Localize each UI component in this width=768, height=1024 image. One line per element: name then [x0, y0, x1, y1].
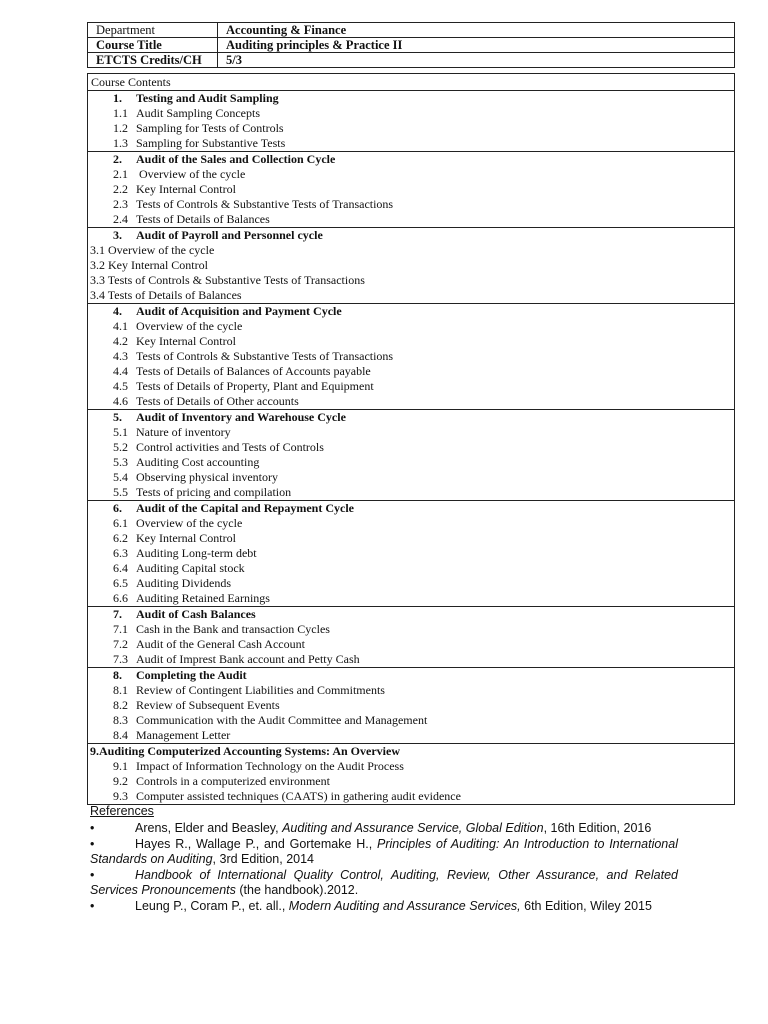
- section-item-number: 5.4: [113, 470, 128, 484]
- section-number: 3.: [113, 228, 122, 242]
- section-item: [88, 349, 734, 364]
- section-item: [88, 167, 734, 182]
- section-item-text: Key Internal Control: [136, 531, 236, 545]
- course-section: [88, 409, 734, 500]
- section-number: 1.: [113, 91, 122, 105]
- section-item-text: Nature of inventory: [136, 425, 231, 439]
- bullet-icon: •: [90, 837, 95, 851]
- section-item-number: 1.3: [113, 136, 128, 150]
- section-item-text: Controls in a computerized environment: [136, 774, 330, 788]
- section-item: [88, 334, 734, 349]
- section-item-number: 5.2: [113, 440, 128, 454]
- course-title-label: Course Title: [88, 38, 218, 53]
- section-item: [88, 774, 734, 789]
- section-item: [88, 440, 734, 455]
- course-info-table: [87, 22, 735, 68]
- reference-item: [90, 868, 678, 898]
- section-item-text: Audit of the General Cash Account: [136, 637, 305, 651]
- section-item-text: Overview of the cycle: [136, 167, 246, 181]
- section-number: 7.: [113, 607, 122, 621]
- section-item-number: 2.2: [113, 182, 128, 196]
- section-item-text: Auditing Retained Earnings: [136, 591, 270, 605]
- section-item: [88, 136, 734, 151]
- course-section: [88, 227, 734, 303]
- section-item: 3.1 Overview of the cycle: [90, 243, 215, 257]
- section-item-text: Auditing Cost accounting: [136, 455, 260, 469]
- section-item: [88, 546, 734, 561]
- section-item-text: Tests of pricing and compilation: [136, 485, 292, 499]
- reference-edition: (the handbook).2012.: [235, 883, 359, 897]
- section-item-text: Auditing Long-term debt: [136, 546, 257, 560]
- section-item: [88, 212, 734, 227]
- section-title-text: Audit of Acquisition and Payment Cycle: [136, 304, 342, 318]
- reference-authors: Leung P., Coram P., et. all.,: [135, 899, 289, 913]
- references-heading: References: [90, 804, 154, 818]
- section-item-text: Tests of Details of Balances of Accounts payable: [136, 364, 371, 378]
- course-title-row: [88, 38, 735, 53]
- section-item: 3.2 Key Internal Control: [90, 258, 208, 272]
- section-title: [88, 607, 734, 622]
- section-item: [88, 470, 734, 485]
- section-item-text: Tests of Details of Balances: [136, 212, 270, 226]
- section-item-number: 4.2: [113, 334, 128, 348]
- section-item: [88, 683, 734, 698]
- section-item-number: 6.2: [113, 531, 128, 545]
- reference-title: Modern Auditing and Assurance Services,: [288, 899, 521, 913]
- course-section: [88, 667, 734, 743]
- section-item: [88, 652, 734, 667]
- section-item: [88, 531, 734, 546]
- reference-title: Auditing and Assurance Service, Global Edition: [282, 821, 544, 835]
- section-item-number: 6.1: [113, 516, 128, 530]
- section-title: 9.Auditing Computerized Accounting Systems: An Overview: [90, 744, 400, 758]
- references-list: [90, 821, 678, 914]
- section-item-number: 7.2: [113, 637, 128, 651]
- section-item: [88, 576, 734, 591]
- section-title: [88, 91, 734, 106]
- section-title-text: Completing the Audit: [136, 668, 247, 682]
- section-item-text: Review of Subsequent Events: [136, 698, 280, 712]
- section-title-text: Audit of Inventory and Warehouse Cycle: [136, 410, 346, 424]
- section-item-number: 5.5: [113, 485, 128, 499]
- section-item-number: 4.5: [113, 379, 128, 393]
- department-label: Department: [88, 23, 218, 38]
- department-value: Accounting & Finance: [218, 23, 735, 38]
- references-section: [90, 804, 678, 915]
- section-item-number: 5.3: [113, 455, 128, 469]
- section-item-number: 2.3: [113, 197, 128, 211]
- course-contents-sections: [88, 90, 734, 804]
- section-item: [88, 789, 734, 804]
- section-item-number: 8.4: [113, 728, 128, 742]
- section-item-text: Review of Contingent Liabilities and Commitments: [136, 683, 385, 697]
- section-item: [88, 759, 734, 774]
- section-item: [88, 713, 734, 728]
- section-item-number: 8.3: [113, 713, 128, 727]
- section-item-text: Tests of Details of Property, Plant and Equipment: [136, 379, 374, 393]
- section-item-text: Management Letter: [136, 728, 231, 742]
- section-item: [88, 591, 734, 606]
- section-title-text: Testing and Audit Sampling: [136, 91, 279, 105]
- section-item-text: Tests of Controls & Substantive Tests of Transactions: [136, 197, 394, 211]
- section-item-text: Computer assisted techniques (CAATS) in gathering audit evidence: [136, 789, 461, 803]
- section-number: 5.: [113, 410, 122, 424]
- section-title: [88, 410, 734, 425]
- bullet-icon: •: [90, 821, 95, 835]
- reference-item: [90, 821, 678, 836]
- section-item-number: 9.2: [113, 774, 128, 788]
- section-number: 8.: [113, 668, 122, 682]
- reference-authors: Arens, Elder and Beasley,: [135, 821, 283, 835]
- section-item: [88, 379, 734, 394]
- reference-edition: 6th Edition, Wiley 2015: [520, 899, 652, 913]
- credits-label: ETCTS Credits/CH: [88, 53, 218, 68]
- section-item-number: 5.1: [113, 425, 128, 439]
- bullet-icon: •: [90, 868, 95, 882]
- section-item-number: 9.1: [113, 759, 128, 773]
- course-section: [88, 606, 734, 667]
- section-item-text: Sampling for Tests of Controls: [136, 121, 284, 135]
- section-item: [88, 197, 734, 212]
- section-item-text: Tests of Details of Other accounts: [136, 394, 299, 408]
- section-title: [88, 668, 734, 683]
- section-item-number: 4.6: [113, 394, 128, 408]
- section-item-number: 4.4: [113, 364, 128, 378]
- reference-title: Principles of Auditing: An Introduction to International Standards on Auditing: [90, 837, 678, 866]
- section-item: [88, 106, 734, 121]
- section-item: [88, 182, 734, 197]
- section-item-text: Key Internal Control: [136, 334, 236, 348]
- section-item-number: 8.1: [113, 683, 128, 697]
- section-item-text: Overview of the cycle: [136, 319, 243, 333]
- section-title-text: Audit of the Capital and Repayment Cycle: [136, 501, 354, 515]
- section-item-text: Audit of Imprest Bank account and Petty Cash: [136, 652, 360, 666]
- course-section: [88, 500, 734, 606]
- course-section: [88, 743, 734, 804]
- section-item-number: 2.1: [113, 167, 128, 181]
- section-item-text: Overview of the cycle: [136, 516, 243, 530]
- section-item: [88, 698, 734, 713]
- section-number: 4.: [113, 304, 122, 318]
- section-item-text: Communication with the Audit Committee and Management: [136, 713, 428, 727]
- reference-title: Handbook of International Quality Control, Auditing, Review, Other Assurance, and Related Services Pronouncements: [90, 868, 678, 897]
- section-item-text: Observing physical inventory: [136, 470, 278, 484]
- credits-value: 5/3: [218, 53, 735, 68]
- course-contents-heading: Course Contents: [88, 73, 734, 90]
- section-item-text: Auditing Dividends: [136, 576, 231, 590]
- section-item-text: Tests of Controls & Substantive Tests of Transactions: [136, 349, 394, 363]
- section-item: [88, 364, 734, 379]
- section-item-number: 6.5: [113, 576, 128, 590]
- reference-authors: Hayes R., Wallage P., and Gortemake H.,: [135, 837, 378, 851]
- section-item-number: 6.3: [113, 546, 128, 560]
- section-item: [88, 728, 734, 743]
- section-item: [88, 516, 734, 531]
- section-item-number: 6.4: [113, 561, 128, 575]
- section-number: 6.: [113, 501, 122, 515]
- section-item: [88, 121, 734, 136]
- section-number: 2.: [113, 152, 122, 166]
- section-item: 3.4 Tests of Details of Balances: [90, 288, 242, 302]
- section-item-number: 7.1: [113, 622, 128, 636]
- section-item-text: Key Internal Control: [136, 182, 236, 196]
- section-item-text: Auditing Capital stock: [136, 561, 245, 575]
- section-item-number: 1.2: [113, 121, 128, 135]
- course-section: [88, 303, 734, 409]
- section-title: [88, 152, 734, 167]
- reference-item: [90, 899, 678, 914]
- section-title: [88, 501, 734, 516]
- section-item-number: 2.4: [113, 212, 128, 226]
- section-title: [88, 228, 734, 243]
- section-item-number: 4.1: [113, 319, 128, 333]
- section-item-number: 9.3: [113, 789, 128, 803]
- bullet-icon: •: [90, 899, 95, 913]
- section-item: [88, 561, 734, 576]
- course-contents-box: [87, 73, 735, 805]
- section-item-text: Sampling for Substantive Tests: [136, 136, 286, 150]
- section-item: [88, 637, 734, 652]
- reference-edition: , 16th Edition, 2016: [543, 821, 652, 835]
- section-item-number: 8.2: [113, 698, 128, 712]
- section-item-number: 6.6: [113, 591, 128, 605]
- section-title: [88, 304, 734, 319]
- section-item-text: Cash in the Bank and transaction Cycles: [136, 622, 330, 636]
- course-section: [88, 151, 734, 227]
- section-title-text: Audit of Payroll and Personnel cycle: [136, 228, 323, 242]
- section-item-text: Audit Sampling Concepts: [136, 106, 260, 120]
- credits-row: [88, 53, 735, 68]
- reference-edition: , 3rd Edition, 2014: [212, 852, 315, 866]
- section-item: [88, 319, 734, 334]
- section-title-text: Audit of Cash Balances: [136, 607, 256, 621]
- section-item-number: 1.1: [113, 106, 128, 120]
- section-item: [88, 394, 734, 409]
- course-title-value: Auditing principles & Practice II: [218, 38, 735, 53]
- section-item-number: 7.3: [113, 652, 128, 666]
- section-item-text: Control activities and Tests of Controls: [136, 440, 324, 454]
- course-section: [88, 90, 734, 151]
- section-item: [88, 425, 734, 440]
- reference-item: [90, 837, 678, 867]
- section-item: 3.3 Tests of Controls & Substantive Tests of Transactions: [90, 273, 365, 287]
- department-row: [88, 23, 735, 38]
- section-item: [88, 485, 734, 500]
- section-title-text: Audit of the Sales and Collection Cycle: [136, 152, 336, 166]
- section-item-number: 4.3: [113, 349, 128, 363]
- section-item-text: Impact of Information Technology on the Audit Process: [136, 759, 404, 773]
- section-item: [88, 455, 734, 470]
- section-item: [88, 622, 734, 637]
